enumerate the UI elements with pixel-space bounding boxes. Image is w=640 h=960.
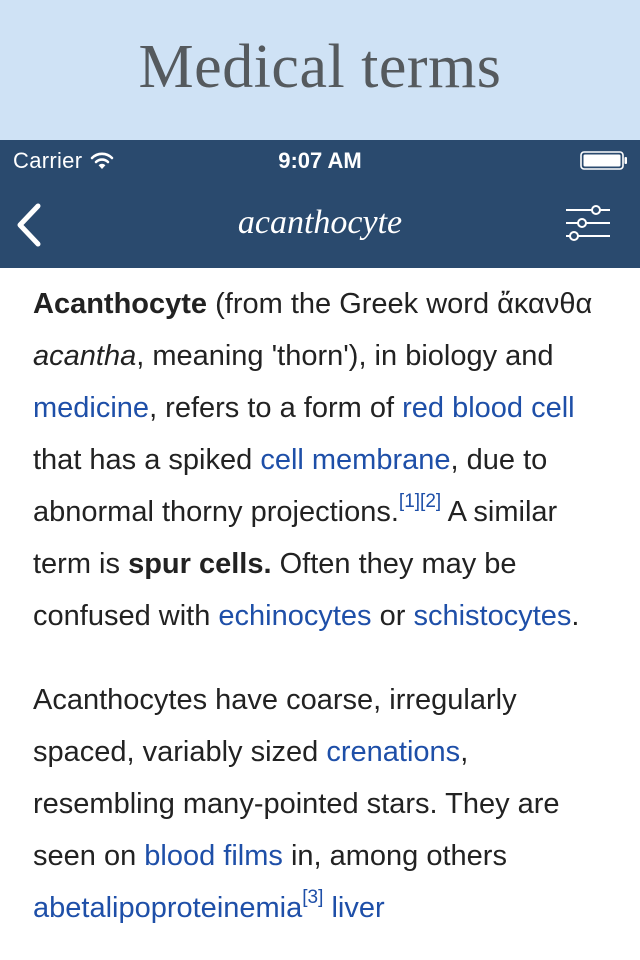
link-schistocytes[interactable]: schistocytes bbox=[413, 600, 572, 632]
status-time: 9:07 AM bbox=[278, 148, 362, 173]
link-medicine[interactable]: medicine bbox=[33, 392, 150, 424]
text-run: (from the Greek word bbox=[207, 288, 498, 320]
carrier-label: Carrier bbox=[13, 148, 83, 173]
sliders-icon[interactable] bbox=[564, 204, 612, 244]
navigation-bar bbox=[0, 180, 640, 268]
text-run: in, among others bbox=[282, 840, 507, 872]
text-run: that has a spiked bbox=[33, 444, 261, 476]
greek-word: ἄκανθα bbox=[497, 288, 593, 320]
text-run: . bbox=[571, 600, 580, 632]
link-echinocytes[interactable]: echinocytes bbox=[218, 600, 372, 632]
transliteration: acantha bbox=[33, 340, 137, 372]
citation-1[interactable]: [1] bbox=[398, 491, 421, 512]
article-paragraph-2 bbox=[33, 674, 613, 934]
citation-2[interactable]: [2] bbox=[420, 491, 442, 512]
status-bar bbox=[0, 140, 640, 180]
banner-title: Medical terms bbox=[138, 32, 502, 101]
article-paragraph-1 bbox=[33, 278, 613, 642]
page-title: acanthocyte bbox=[237, 204, 403, 241]
link-abetalipoproteinemia[interactable]: abetalipoproteinemia bbox=[33, 892, 303, 924]
text-run: , meaning 'thorn'), in biology and bbox=[136, 340, 554, 372]
term-heading: Acanthocyte bbox=[33, 288, 208, 320]
link-blood-films[interactable]: blood films bbox=[144, 840, 283, 872]
spur-cells-term: spur cells. bbox=[128, 548, 272, 580]
link-cell-membrane[interactable]: cell membrane bbox=[260, 444, 451, 476]
text-run: , refers to a form of bbox=[149, 392, 403, 424]
link-crenations[interactable]: crenations bbox=[326, 736, 461, 768]
app-banner bbox=[0, 0, 640, 140]
text-run: Often they may be confused with bbox=[33, 548, 517, 632]
text-run: A similar term is bbox=[33, 496, 558, 580]
text-run: or bbox=[371, 600, 414, 632]
link-red-blood-cell[interactable]: red blood cell bbox=[402, 392, 575, 424]
text-run: Acanthocytes have coarse, irregularly spaced, variably sized bbox=[33, 684, 517, 768]
link-liver[interactable]: liver bbox=[331, 892, 385, 924]
citation-3[interactable]: [3] bbox=[302, 887, 324, 908]
text-run: , due to abnormal thorny projections. bbox=[33, 444, 548, 528]
article-body bbox=[33, 278, 613, 960]
text-run: , resembling many-pointed stars. They are seen on bbox=[33, 736, 560, 872]
battery-icon bbox=[580, 151, 628, 170]
